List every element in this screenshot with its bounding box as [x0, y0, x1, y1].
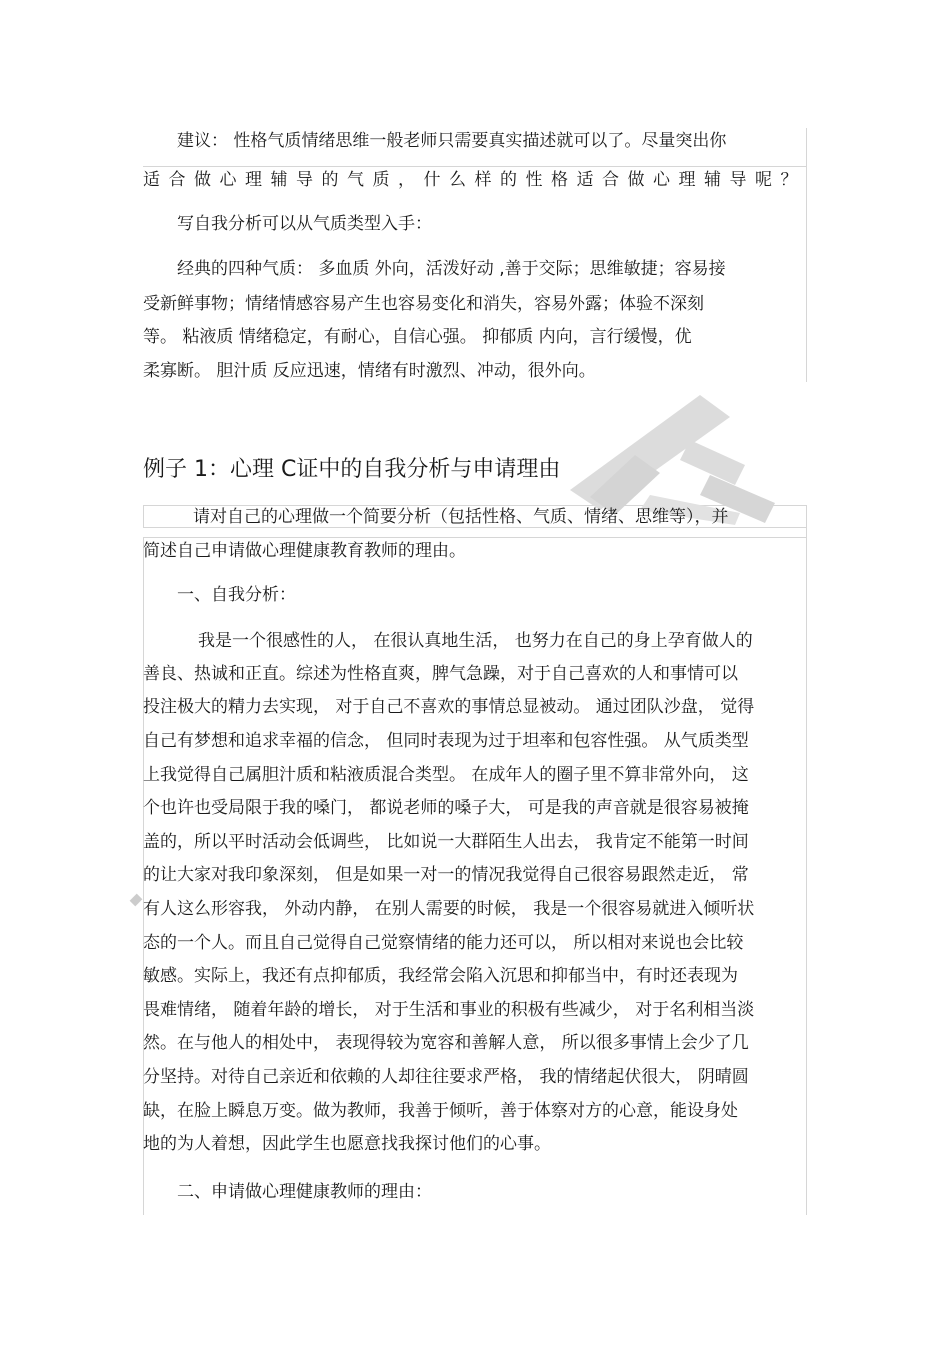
margin-mark: [130, 894, 143, 907]
intro-line-6: 等。 粘液质 情绪稳定，有耐心，自信心强。 抑郁质 内向，言行缓慢，优: [143, 327, 692, 347]
intro-line-3: 写自我分析可以从气质类型入手：: [177, 214, 432, 234]
border-top-2: [143, 166, 807, 167]
body-line-16: 地的为人着想，因此学生也愿意找我探讨他们的心事。: [143, 1134, 551, 1154]
body-line-10: 态的一个人。而且自己觉得自己觉察情绪的能力还可以， 所以相对来说也会比较: [143, 933, 744, 953]
body-line-4: 自己有梦想和追求幸福的信念， 但同时表现为过于坦率和包容性强。 从气质类型: [143, 731, 749, 751]
intro-line-7: 柔寡断。 胆汁质 反应迅速，情绪有时激烈、冲动，很外向。: [143, 361, 596, 381]
intro-line-1: 建议： 性格气质情绪思维一般老师只需要真实描述就可以了。尽量突出你: [177, 131, 727, 151]
part2-title: 二、申请做心理健康教师的理由：: [177, 1182, 432, 1202]
watermark-logo: [540, 395, 780, 525]
body-line-6: 个也许也受局限于我的嗓门， 都说老师的嗓子大， 可是我的声音就是很容易被掩: [143, 798, 749, 818]
body-line-13: 然。在与他人的相处中， 表现得较为宽容和善解人意， 所以很多事情上会少了几: [143, 1033, 749, 1053]
body-line-15: 缺，在脸上瞬息万变。做为教师，我善于倾听，善于体察对方的心意，能设身处: [143, 1101, 738, 1121]
prompt-line-2: 简述自己申请做心理健康教育教师的理由。: [143, 541, 466, 561]
body-line-12: 畏难情绪， 随着年龄的增长， 对于生活和事业的积极有些减少， 对于名利相当淡: [143, 1000, 755, 1020]
intro-line-4: 经典的四种气质： 多血质 外向，活泼好动 ,善于交际；思维敏捷；容易接: [177, 259, 726, 279]
prompt-line-1: 请对自己的心理做一个简要分析（包括性格、气质、情绪、思维等），并: [193, 507, 729, 527]
body-line-2: 善良、热诚和正直。综述为性格直爽，脾气急躁，对于自己喜欢的人和事情可以: [143, 664, 738, 684]
body-line-8: 的让大家对我印象深刻， 但是如果一对一的情况我觉得自己很容易跟然走近， 常: [143, 865, 749, 885]
body-line-7: 盖的，所以平时活动会低调些， 比如说一大群陌生人出去， 我肯定不能第一时间: [143, 832, 749, 852]
body-line-1: 我是一个很感性的人， 在很认真地生活， 也努力在自己的身上孕育做人的: [198, 631, 753, 651]
body-line-9: 有人这么形容我， 外动内静， 在别人需要的时候， 我是一个很容易就进入倾听状: [143, 899, 755, 919]
border-body-top: [143, 537, 807, 538]
body-line-11: 敏感。实际上，我还有点抑郁质，我经常会陷入沉思和抑郁当中，有时还表现为: [143, 966, 738, 986]
part1-title: 一、自我分析：: [177, 585, 296, 605]
example-heading: 例子 1：心理 C证中的自我分析与申请理由: [143, 457, 561, 482]
intro-line-2: 适合做心理辅导的气质，什么样的性格适合做心理辅导呢？: [143, 170, 806, 190]
body-line-14: 分坚持。对待自己亲近和依赖的人却往往要求严格， 我的情绪起伏很大， 阴晴圆: [143, 1067, 749, 1087]
border-prompt-bottom: [143, 527, 807, 528]
body-line-3: 投注极大的精力去实现， 对于自己不喜欢的事情总显被动。 通过团队沙盘， 觉得: [143, 697, 755, 717]
intro-line-5: 受新鲜事物；情绪情感容易产生也容易变化和消失，容易外露；体验不深刻: [143, 294, 704, 314]
body-line-5: 上我觉得自己属胆汁质和粘液质混合类型。 在成年人的圈子里不算非常外向， 这: [143, 765, 749, 785]
